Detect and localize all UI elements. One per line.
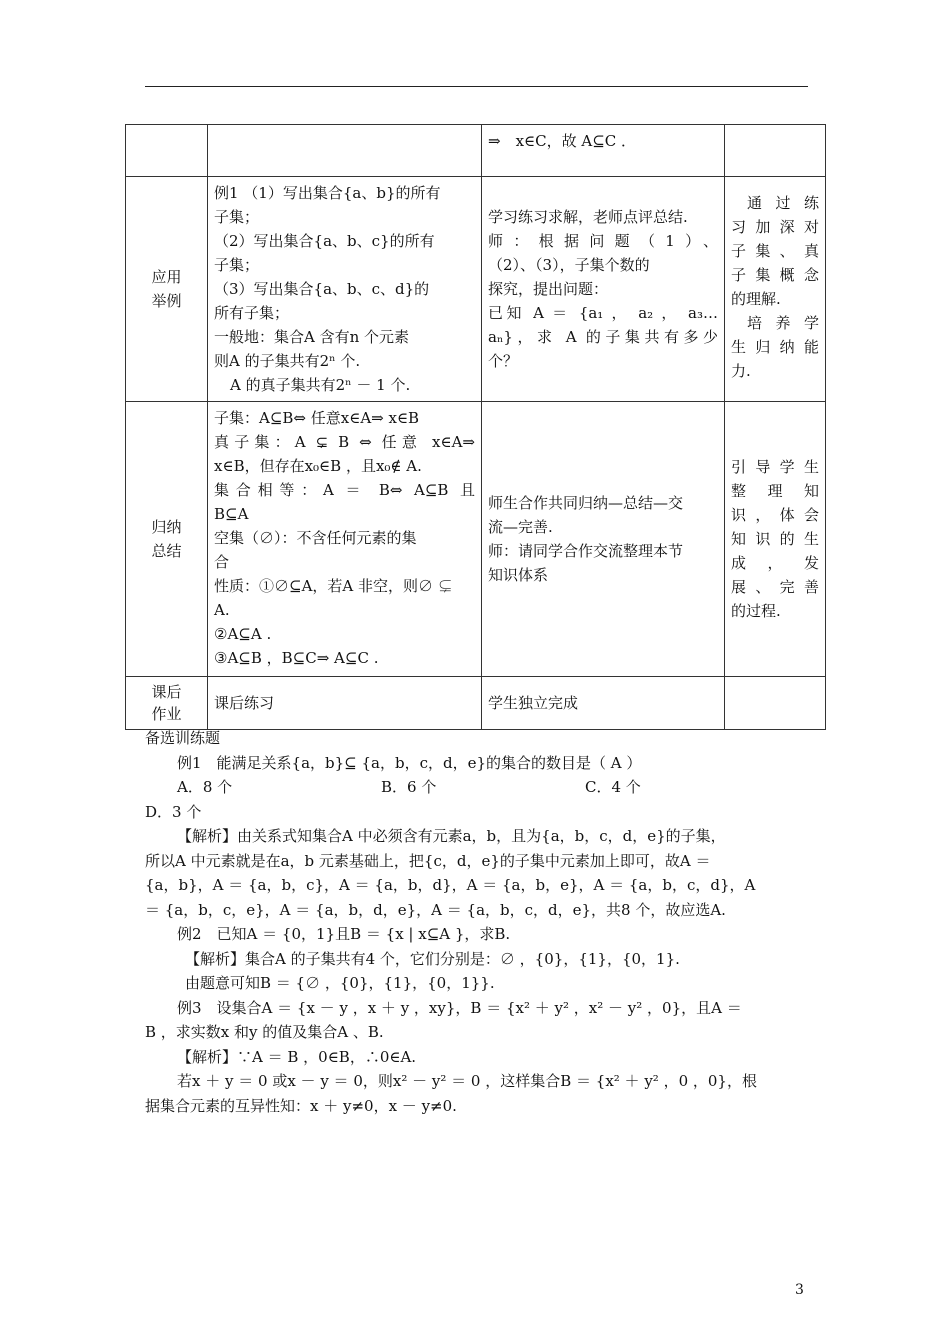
row1-label: 应用 举例: [126, 177, 208, 402]
row0-col3: ⇒ x∈C，故 A⊆C ．: [482, 125, 725, 177]
row0-label: [126, 125, 208, 177]
row2-label: 归纳 总结: [126, 402, 208, 677]
row2-summary: 子集：A⊆B⇔ 任意x∈A⇒ x∈B 真子集：A ⊊ B ⇔ 任意 x∈A⇒ x∈B，但存在x₀∈B ，且x₀∉ A. 集合相等：A ＝ B⇔ A⊆B 且 B⊆A 空集（∅）：不含任何元素的集 合 性质：①∅⊆A，若A 非空，则∅ ⊊ A. ②A⊆A . ③A⊆B ，B⊆C⇒ A⊆C .: [208, 402, 482, 677]
example-3-line: 例3 设集合A ＝ {x － y ，x ＋ y ，xy}，B ＝ {x² ＋ y² ，x² － y² ，0}，且A ＝: [177, 998, 742, 1017]
table-row: [126, 677, 826, 730]
row0-col2: [208, 125, 482, 177]
option-a: A．8 个: [177, 778, 233, 796]
page-number: 3: [795, 1282, 804, 1298]
solution-3-line: 【解析】∵A ＝ B ，0∈B，∴0∈A.: [177, 1047, 417, 1066]
row3-homework: 课后练习: [208, 677, 482, 730]
example-1: 例1 能满足关系{a，b}⊆ {a，b，c，d，e}的集合的数目是（ A ）: [177, 753, 642, 772]
row0-col4: [725, 125, 826, 177]
solution-3-line: 若x ＋ y ＝ 0 或x － y ＝ 0，则x² － y² ＝ 0 ，这样集合B ＝ {x² ＋ y² ，0 ，0}，根: [177, 1072, 757, 1090]
example-2: 例2 已知A ＝ {0，1}且B ＝ {x | x⊆A }，求B.: [177, 925, 511, 943]
options-row: [145, 775, 810, 800]
row3-activity: 学生独立完成: [482, 677, 725, 730]
table-row: [126, 125, 826, 177]
row3-col4: [725, 677, 826, 730]
section-heading: 备选训练题: [145, 729, 221, 747]
solution-1-line: 【解析】由关系式知集合A 中必须含有元素a，b，且为{a，b，c，d，e}的子集，: [177, 827, 726, 845]
example-3-line: B ，求实数x 和y 的值及集合A 、B.: [145, 1023, 384, 1041]
row3-label: 课后 作业: [126, 677, 208, 730]
header-rule: [145, 86, 808, 87]
solution-3-line: 据集合元素的互异性知：x ＋ y≠0，x － y≠0.: [145, 1096, 457, 1115]
solution-1-line: 所以A 中元素就是在a，b 元素基础上，把{c，d，e}的子集中元素加上即可，故A ＝: [145, 851, 711, 870]
row1-goals: 通过练 习加深对 子集、真 子集概念 的理解. 培养学 生归纳能 力.: [725, 177, 826, 402]
solution-2-line: 【解析】集合A 的子集共有4 个，它们分别是：∅ ，{0}，{1}，{0，1}.: [185, 949, 680, 968]
row2-goals: 引导学生 整理知 识，体会 知识的生 成，发 展、完善 的过程.: [725, 402, 826, 677]
table-row: [126, 177, 826, 402]
row1-activities: 学习练习求解，老师点评总结. 师：根据问题（1）、 （2）、（3），子集个数的 探究，提出问题： 已知 A ＝ {a₁ ， a₂ ， a₃… aₙ}，求 A 的子集共有多少 个？: [482, 177, 725, 402]
lesson-plan-table: [125, 124, 826, 730]
practice-section: [145, 726, 810, 1118]
solution-1-line: {a，b}，A ＝ {a，b，c}，A ＝ {a，b，d}，A ＝ {a，b，e}，A ＝ {a，b，c，d}，A: [145, 876, 756, 894]
option-b: B．6 个: [381, 778, 437, 796]
row1-examples: 例1 （1）写出集合{a、b}的所有 子集； （2）写出集合{a、b、c}的所有 子集； （3）写出集合{a、b、c、d}的 所有子集； 一般地：集合A 含有n 个元素 则A 的子集共有2ⁿ 个. A 的真子集共有2ⁿ － 1 个.: [208, 177, 482, 402]
table-row: [126, 402, 826, 677]
row2-activities: 师生合作共同归纳—总结—交 流—完善. 师：请同学合作交流整理本节 知识体系: [482, 402, 725, 677]
solution-2-line: 由题意可知B ＝ {∅ ，{0}，{1}，{0，1}}.: [185, 974, 495, 992]
option-c: C．4 个: [585, 778, 641, 796]
option-d: D．3 个: [145, 802, 202, 821]
solution-1-line: ＝ {a，b，c，e}，A ＝ {a，b，d，e}，A ＝ {a，b，c，d，e}，共8 个，故应选A.: [145, 900, 726, 919]
